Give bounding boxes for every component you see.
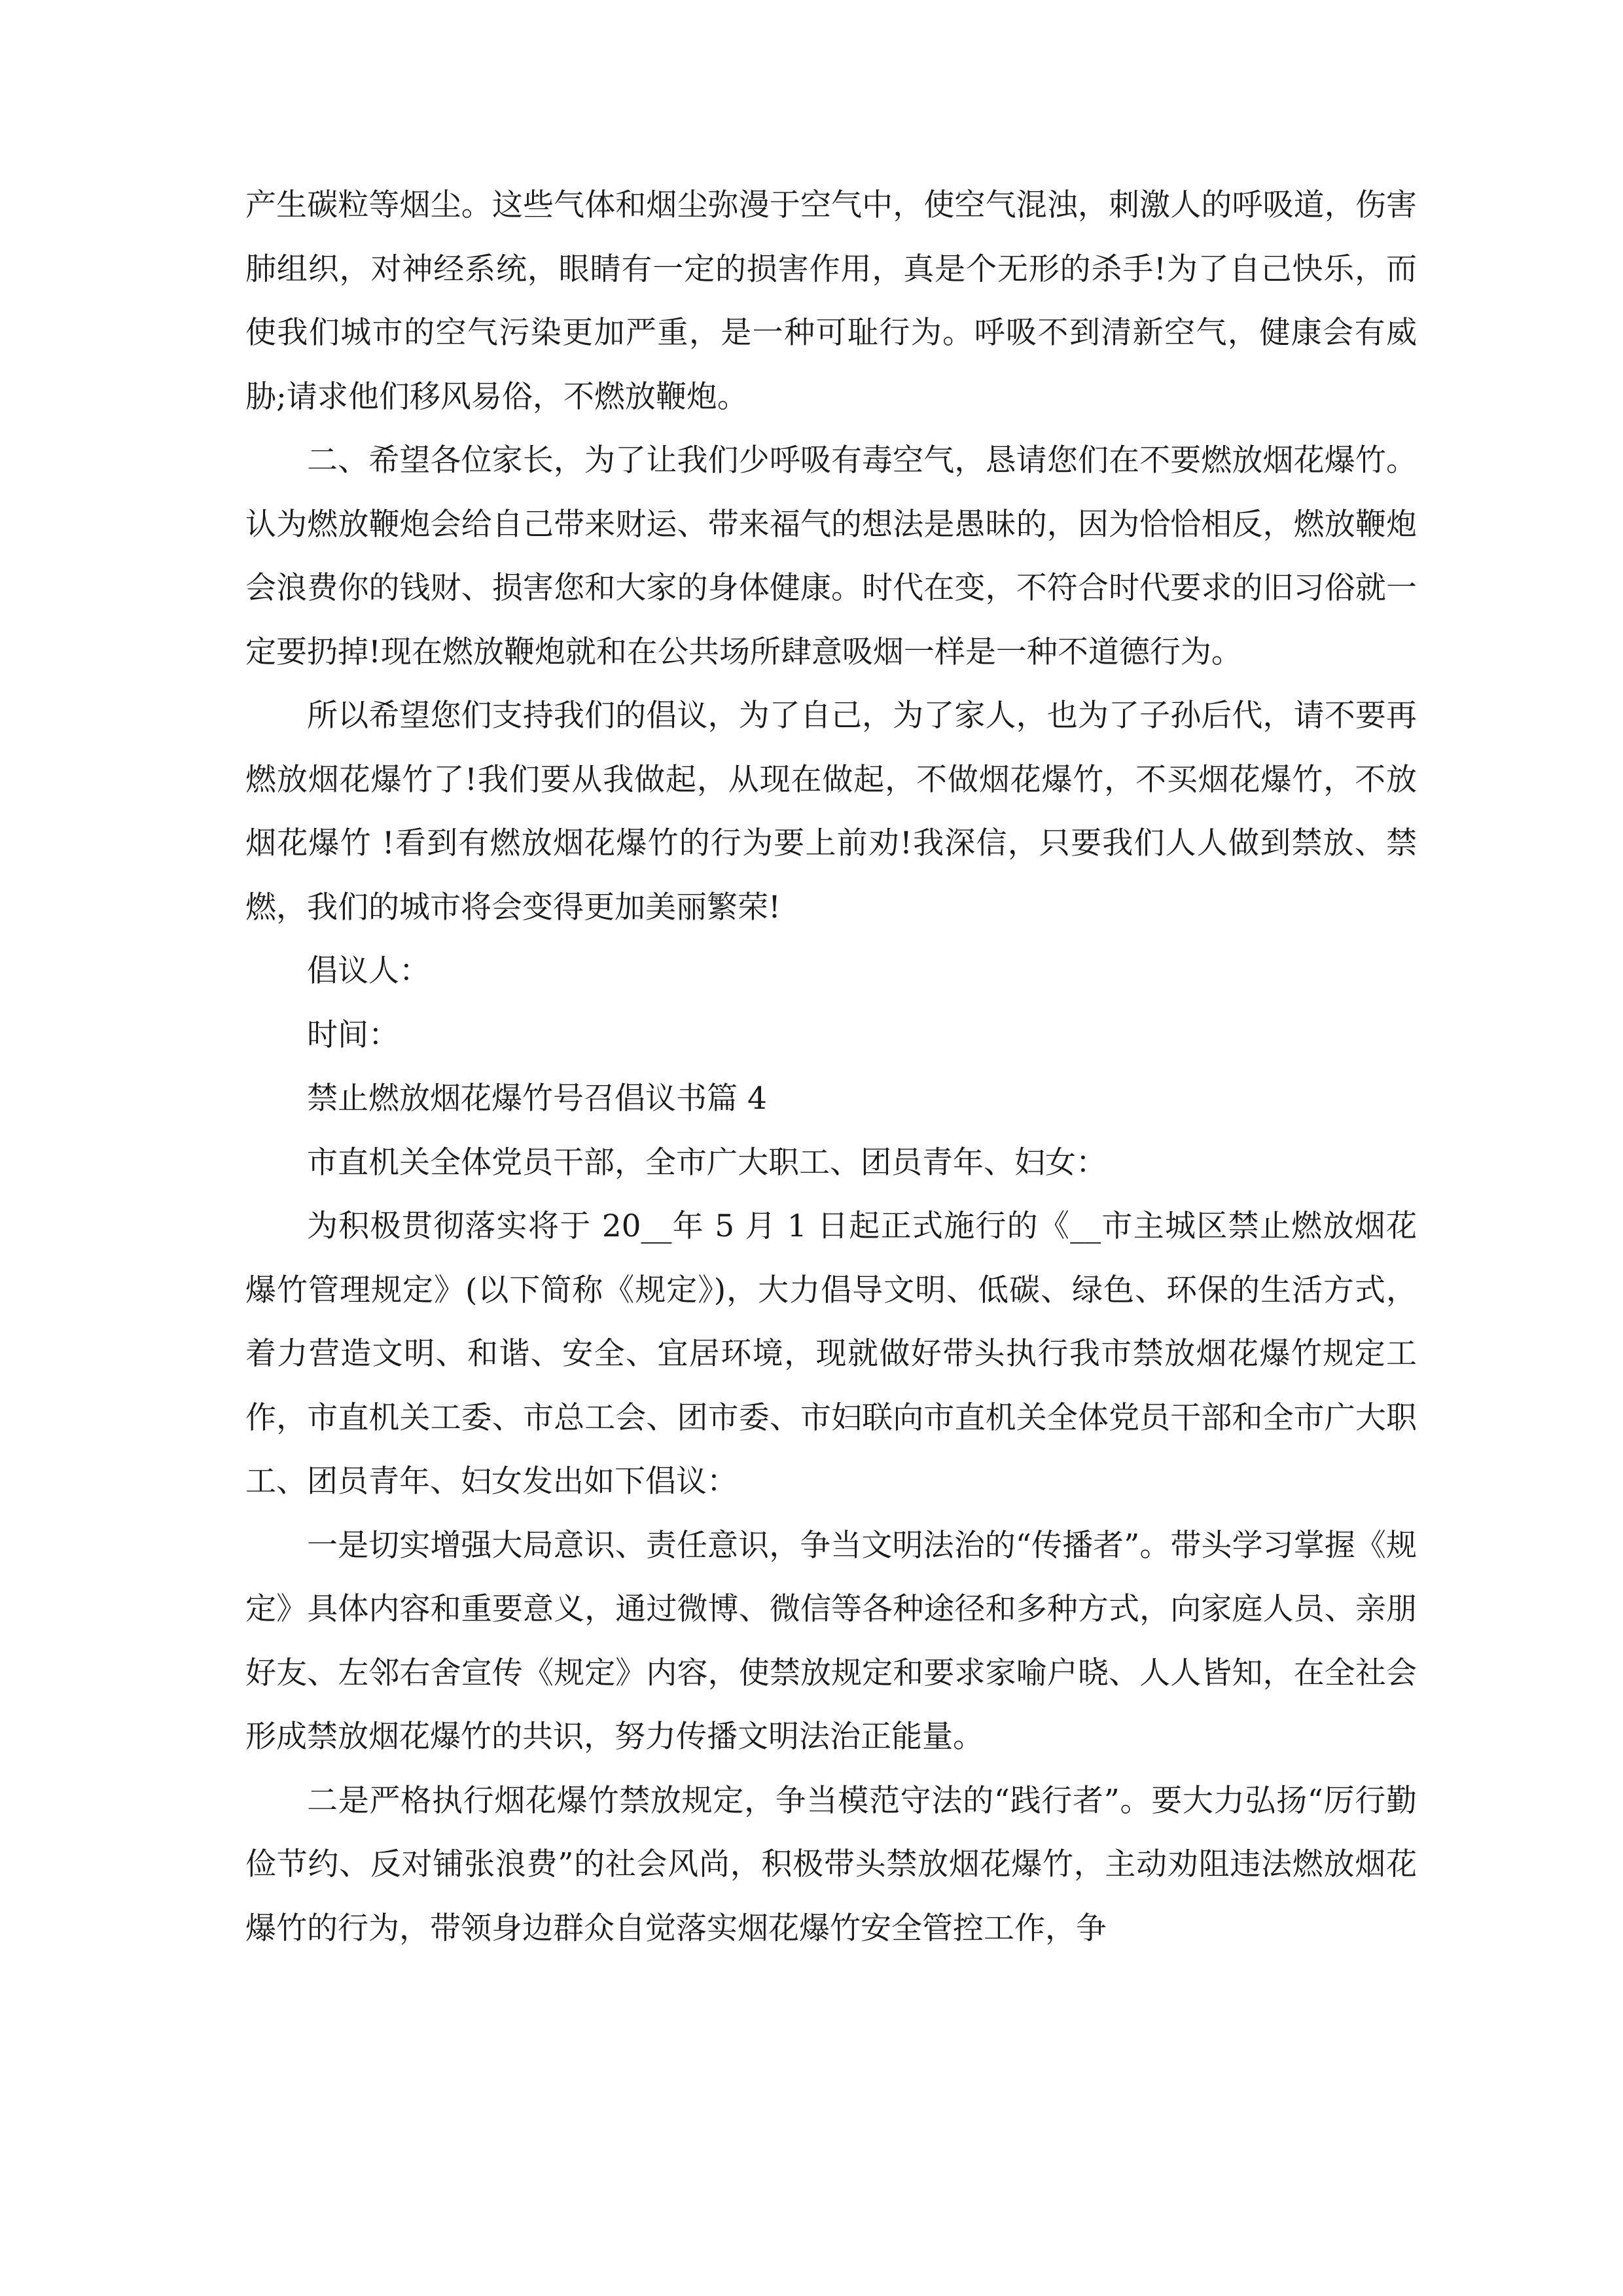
para-closing-appeal: 所以希望您们支持我们的倡议，为了自己，为了家人，也为了子孙后代，请不要再燃放烟花爆竹了!我们要从我做起，从现在做起，不做烟花爆竹，不买烟花爆竹，不放烟花爆竹 !看到有燃放烟花爆竹的行为要上前劝!我深信，只要我们人人做到禁放、禁燃，我们的城市将会变得更加美丽繁荣! bbox=[245, 698, 1417, 925]
para-intro: 为积极贯彻落实将于 20__年 5 月 1 日起正式施行的《__市主城区禁止燃放烟花爆竹管理规定》(以下简称《规定》)，大力倡导文明、低碳、绿色、环保的生活方式，着力营造文明、和谐、安全、宜居环境，现就做好带头执行我市禁放烟花爆竹规定工作，市直机关工委、市总工会、团市委、市妇联向市直机关全体党员干部和全市广大职工、团员青年、妇女发出如下倡议： bbox=[245, 1208, 1417, 1499]
document-body bbox=[245, 173, 1417, 1960]
para-point-one: 一是切实增强大局意识、责任意识，争当文明法治的“传播者”。带头学习掌握《规定》具体内容和重要意义，通过微博、微信等各种途径和多种方式，向家庭人员、亲朋好友、左邻右舍宣传《规定》内容，使禁放规定和要求家喻户晓、人人皆知，在全社会形成禁放烟花爆竹的共识，努力传播文明法治正能量。 bbox=[245, 1527, 1417, 1755]
para-section-title: 禁止燃放烟花爆竹号召倡议书篇 4 bbox=[307, 1081, 767, 1117]
para-time: 时间： bbox=[307, 1016, 399, 1053]
para-salutation: 市直机关全体党员干部，全市广大职工、团员青年、妇女： bbox=[307, 1144, 1107, 1181]
para-initiator: 倡议人： bbox=[307, 953, 430, 989]
para-point-two: 二是严格执行烟花爆竹禁放规定，争当模范守法的“践行者”。要大力弘扬“厉行勤俭节约、反对铺张浪费”的社会风尚，积极带头禁放烟花爆竹，主动劝阻违法燃放烟花爆竹的行为，带领身边群众自觉落实烟花爆竹安全管控工作，争 bbox=[245, 1782, 1417, 1946]
para-point-two-parents: 二、希望各位家长，为了让我们少呼吸有毒空气，恳请您们在不要燃放烟花爆竹。认为燃放鞭炮会给自己带来财运、带来福气的想法是愚昧的，因为恰恰相反，燃放鞭炮会浪费你的钱财、损害您和大家的身体健康。时代在变，不符合时代要求的旧习俗就一定要扔掉!现在燃放鞭炮就和在公共场所肆意吸烟一样是一种不道德行为。 bbox=[245, 442, 1417, 670]
para-continuation-smoke: 产生碳粒等烟尘。这些气体和烟尘弥漫于空气中，使空气混浊，刺激人的呼吸道，伤害肺组织，对神经系统，眼睛有一定的损害作用，真是个无形的杀手!为了自己快乐，而使我们城市的空气污染更加严重，是一种可耻行为。呼吸不到清新空气，健康会有威胁;请求他们移风易俗，不燃放鞭炮。 bbox=[245, 187, 1417, 415]
